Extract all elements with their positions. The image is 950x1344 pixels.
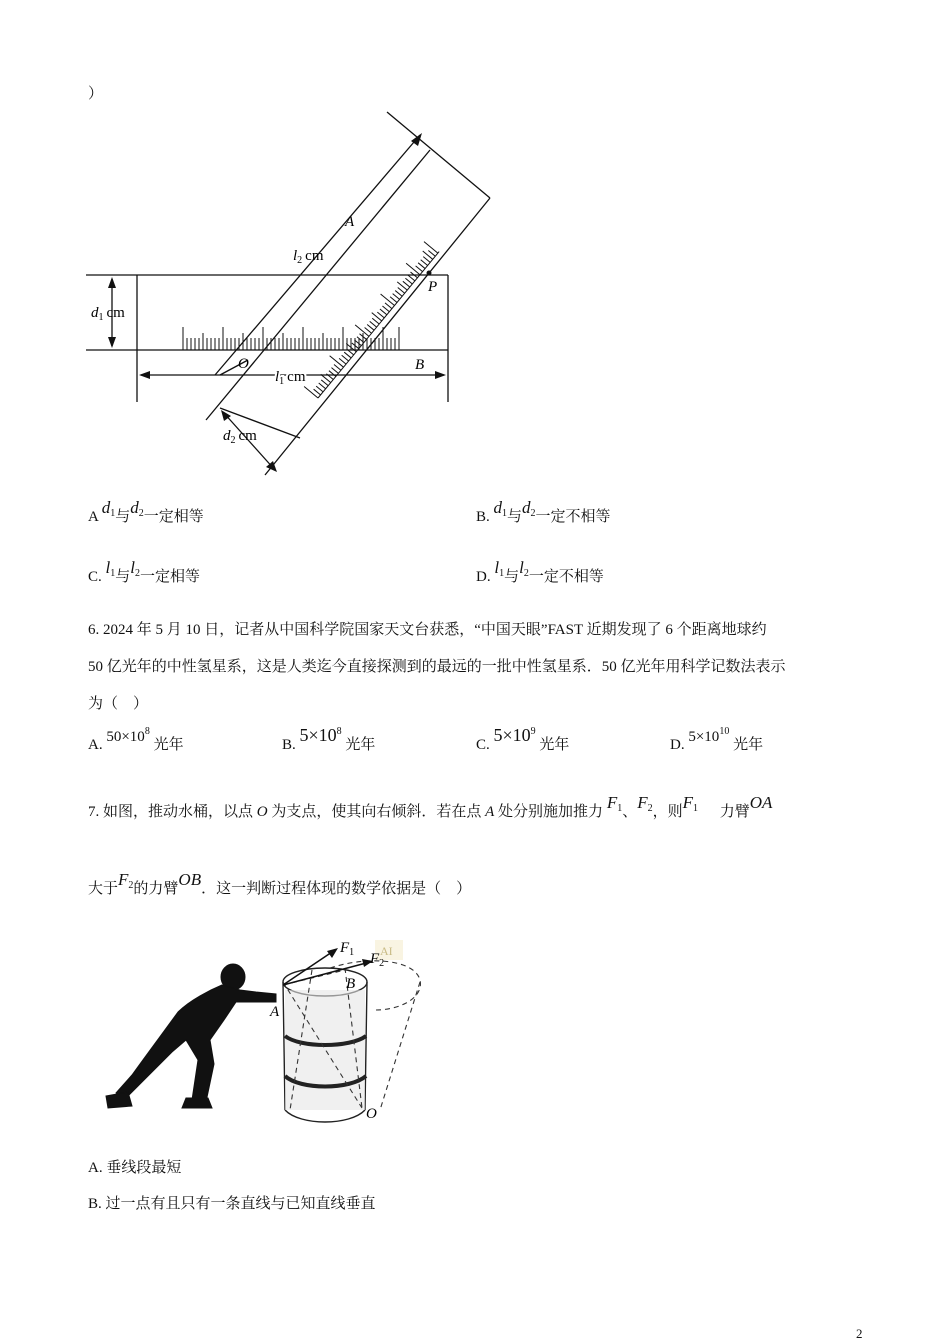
label-P: P [428,279,438,295]
label-F2: $F_2$ [370,951,385,969]
watermark-ai: AI [380,944,393,958]
q6-line-3: 为（ ） [88,696,149,712]
label-d2: $d_2$ cm [223,428,257,446]
label-l2: $l_2$ cm [293,248,324,266]
label-d1: $d_1$ cm [91,305,125,323]
q6-option-a: A. $50\times 10^8$ 光年 [88,726,184,753]
q6-line-1: 6. 2024 年 5 月 10 日，记者从中国科学院国家天文台获悉，“中国天眼”FAST 近期发现了 6 个距离地球约 [88,622,767,638]
label-B-fig2: B [346,976,356,992]
person-silhouette [106,964,276,1108]
q6-line-2: 50 亿光年的中性氢星系，这是人类迄今直接探测到的最远的一批中性氢星系．50 亿光年用科学记数法表示 [88,659,786,675]
q6-question [88,612,868,723]
label-O: O [238,356,249,372]
label-l1: $l_1$ cm [275,369,306,387]
q7-option-a: A. 垂线段最短 [88,1160,182,1176]
page-number: 2 [856,1326,863,1341]
q5-option-a: A $d_1$与$d_2$一定相等 [88,498,204,525]
q5-option-d: D. $l_1$与$l_2$一定不相等 [476,558,604,585]
q5-option-c: C. $l_1$与$l_2$一定相等 [88,558,201,585]
q7-line-1: 7. 如图，推动水桶，以点 O 为支点，使其向右倾斜．若在点 A 处分别施加推力 $F_1$、$F_2$，则$F_1$ 力臂OA [88,793,773,820]
label-B: B [415,357,425,373]
q6-option-b: B. $5\times 10^8$ 光年 [282,725,376,753]
label-F1: $F_1$ [340,940,355,958]
q5-option-b: B. $d_1$与$d_2$一定不相等 [476,498,611,525]
label-O-fig2: O [366,1106,377,1122]
bucket-figure [100,930,440,1130]
q7-option-b: B. 过一点有且只有一条直线与已知直线垂直 [88,1196,376,1212]
q7-line-2: 大于$F_2$的力臂OB．这一判断过程体现的数学依据是（ ） [88,870,472,897]
label-A: A [345,214,355,230]
q6-option-d: D. $5\times 10^{10}$ 光年 [670,726,764,753]
q6-option-c: C. $5\times 10^9$ 光年 [476,725,570,753]
top-fragment: ） [88,86,104,102]
label-A-fig2: A [270,1004,280,1020]
ruler-figure [80,105,520,485]
